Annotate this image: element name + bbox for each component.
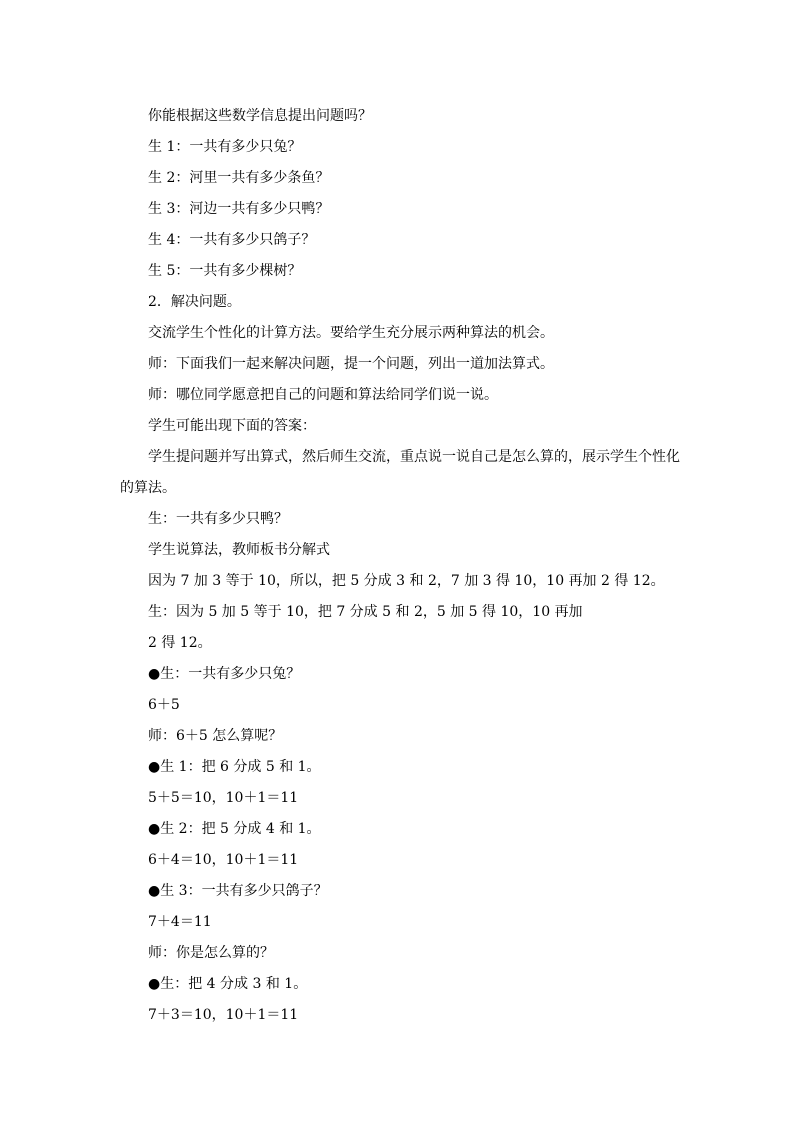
bullet-line: ●生：一共有多少只兔？ bbox=[148, 666, 301, 682]
text-line: 生 3：河边一共有多少只鸭？ bbox=[148, 201, 330, 217]
section-heading: 2．解决问题。 bbox=[148, 294, 241, 310]
equation-line: 6＋5 bbox=[148, 697, 180, 713]
equation-line: 6＋4＝10，10＋1＝11 bbox=[148, 852, 299, 868]
equation-line: 5＋5＝10，10＋1＝11 bbox=[148, 790, 299, 806]
equation-line: 7＋3＝10，10＋1＝11 bbox=[148, 1007, 299, 1023]
text-line: 生 5：一共有多少棵树？ bbox=[148, 263, 302, 279]
text-line: 学生可能出现下面的答案： bbox=[148, 418, 316, 434]
bullet-line: ●生：把 4 分成 3 和 1。 bbox=[148, 976, 308, 992]
text-line: 生：因为 5 加 5 等于 10，把 7 分成 5 和 2，5 加 5 得 10，10 再加 bbox=[148, 604, 583, 620]
text-line: 生 1：一共有多少只兔？ bbox=[148, 139, 302, 155]
text-line: 学生说算法，教师板书分解式 bbox=[148, 542, 330, 558]
text-line: 师：你是怎么算的？ bbox=[148, 945, 274, 961]
text-line: 交流学生个性化的计算方法。要给学生充分展示两种算法的机会。 bbox=[148, 325, 554, 341]
text-line: 你能根据这些数学信息提出问题吗？ bbox=[148, 108, 372, 124]
text-line: 生 2：河里一共有多少条鱼？ bbox=[148, 170, 330, 186]
text-line: 师：6＋5 怎么算呢？ bbox=[148, 728, 283, 744]
text-line: 2 得 12。 bbox=[148, 635, 212, 651]
text-line: 生：一共有多少只鸭？ bbox=[148, 511, 288, 527]
bullet-line: ●生 2：把 5 分成 4 和 1。 bbox=[148, 821, 321, 837]
bullet-line: ●生 3：一共有多少只鸽子？ bbox=[148, 883, 328, 899]
text-line: 师：哪位同学愿意把自己的问题和算法给同学们说一说。 bbox=[148, 387, 498, 403]
bullet-line: ●生 1：把 6 分成 5 和 1。 bbox=[148, 759, 321, 775]
text-line: 因为 7 加 3 等于 10，所以，把 5 分成 3 和 2，7 加 3 得 10，10 再加 2 得 12。 bbox=[148, 573, 665, 589]
document-body bbox=[120, 101, 690, 1031]
text-line: 师：下面我们一起来解决问题，提一个问题，列出一道加法算式。 bbox=[148, 356, 554, 372]
text-line: 生 4：一共有多少只鸽子？ bbox=[148, 232, 316, 248]
text-paragraph: 学生提问题并写出算式，然后师生交流，重点说一说自己是怎么算的，展示学生个性化的算法。 bbox=[120, 449, 680, 496]
equation-line: 7＋4＝11 bbox=[148, 914, 212, 930]
